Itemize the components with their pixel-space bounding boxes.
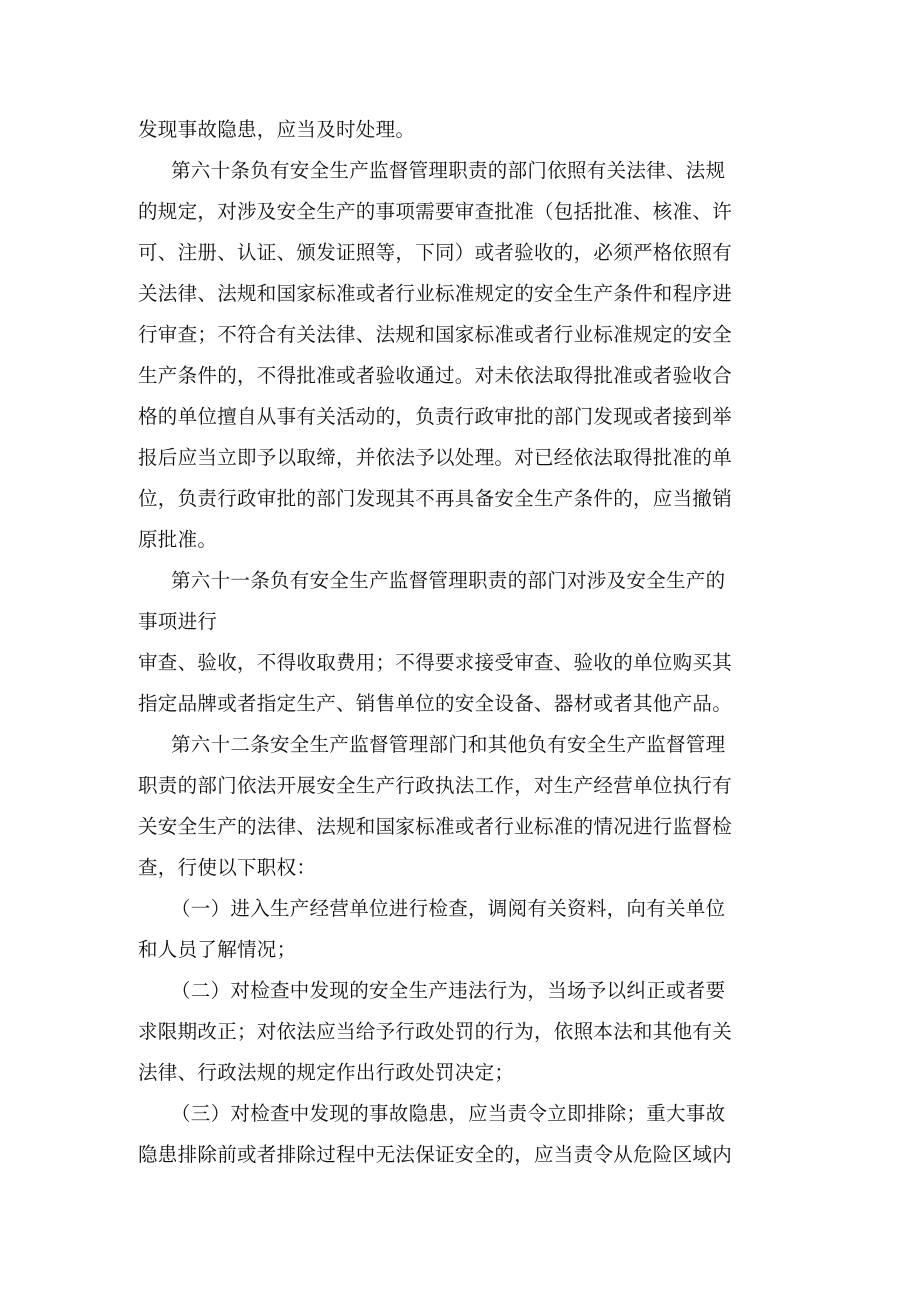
text-line: 审查、验收，不得收取费用；不得要求接受审查、验收的单位购买其 bbox=[138, 651, 733, 674]
text-line: 求限期改正；对依法应当给予行政处罚的行为，依照本法和其他有关 bbox=[138, 1020, 733, 1043]
text-line: 法律、行政法规的规定作出行政处罚决定； bbox=[138, 1061, 515, 1084]
text-line: 关安全生产的法律、法规和国家标准或者行业标准的情况进行监督检 bbox=[138, 815, 733, 838]
text-line: 发现事故隐患，应当及时处理。 bbox=[138, 118, 416, 141]
paragraph-article-60: 第六十条负有安全生产监督管理职责的部门依照有关法律、法规 bbox=[171, 159, 726, 182]
text-line: 生产条件的，不得批准或者验收通过。对未依法取得批准或者验收合 bbox=[138, 364, 733, 387]
list-item-3: （三）对检查中发现的事故隐患，应当责令立即排除；重大事故 bbox=[171, 1102, 726, 1125]
paragraph-article-62: 第六十二条安全生产监督管理部门和其他负有安全生产监督管理 bbox=[171, 733, 726, 756]
text-line: 关法律、法规和国家标准或者行业标准规定的安全生产条件和程序进 bbox=[138, 282, 733, 305]
text-line: 格的单位擅自从事有关活动的，负责行政审批的部门发现或者接到举 bbox=[138, 405, 733, 428]
text-line: 指定品牌或者指定生产、销售单位的安全设备、器材或者其他产品。 bbox=[138, 692, 733, 715]
text-line: 的规定，对涉及安全生产的事项需要审查批准（包括批准、核准、许 bbox=[138, 200, 733, 223]
text-line: 查，行使以下职权： bbox=[138, 856, 317, 879]
text-line: 职责的部门依法开展安全生产行政执法工作，对生产经营单位执行有 bbox=[138, 774, 733, 797]
text-line: 可、注册、认证、颁发证照等，下同）或者验收的，必须严格依照有 bbox=[138, 241, 733, 264]
text-line: 报后应当立即予以取缔，并依法予以处理。对已经依法取得批准的单 bbox=[138, 446, 733, 469]
text-line: 原批准。 bbox=[138, 528, 218, 551]
paragraph-article-61: 第六十一条负有安全生产监督管理职责的部门对涉及安全生产的 bbox=[171, 569, 726, 592]
text-line: 行审查；不符合有关法律、法规和国家标准或者行业标准规定的安全 bbox=[138, 323, 733, 346]
list-item-1: （一）进入生产经营单位进行检查，调阅有关资料，向有关单位 bbox=[171, 897, 726, 920]
text-line: 位，负责行政审批的部门发现其不再具备安全生产条件的，应当撤销 bbox=[138, 487, 733, 510]
text-line: 隐患排除前或者排除过程中无法保证安全的，应当责令从危险区域内 bbox=[138, 1143, 733, 1166]
list-item-2: （二）对检查中发现的安全生产违法行为，当场予以纠正或者要 bbox=[171, 979, 726, 1002]
text-line: 事项进行 bbox=[138, 610, 218, 633]
text-line: 和人员了解情况； bbox=[138, 938, 297, 961]
